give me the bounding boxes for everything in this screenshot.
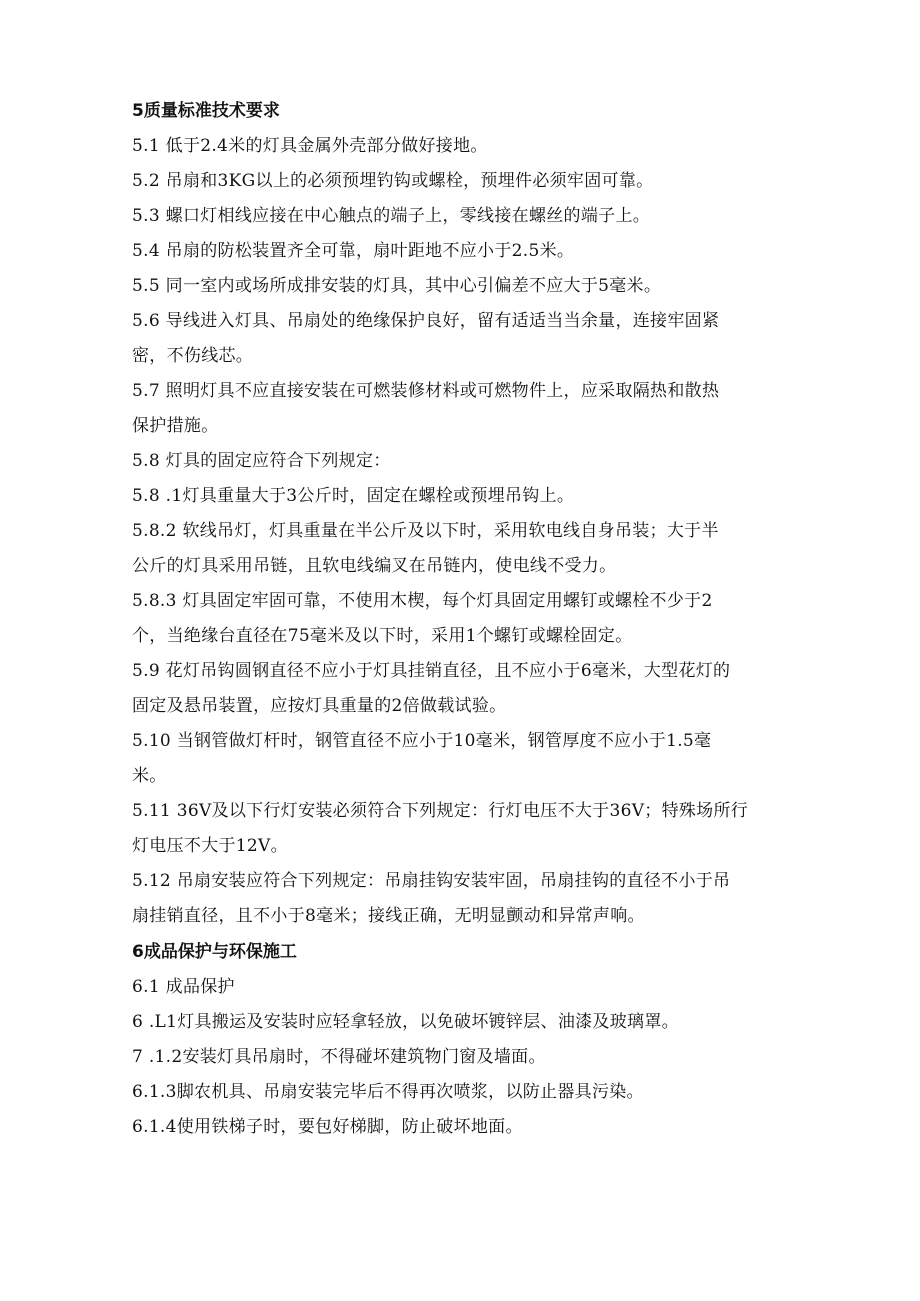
text-line: 公斤的灯具采用吊链，且软电线编叉在吊链内，使电线不受力。 (132, 556, 617, 576)
text-line: 5.8 灯具的固定应符合下列规定： (132, 451, 391, 471)
text-line: 6.1.4使用铁梯子时，要包好梯脚，防止破坏地面。 (132, 1117, 523, 1137)
text-line: 5.8.2 软线吊灯，灯具重量在半公斤及以下时，采用软电线自身吊装；大于半 (132, 521, 719, 541)
text-line: 5.4 吊扇的防松装置齐全可靠，扇叶距地不应小于2.5米。 (132, 241, 575, 261)
text-line: 5.2 吊扇和3KG以上的必须预埋钓钩或螺栓，预埋件必须牢固可靠。 (132, 171, 654, 191)
text-line: 个，当绝缘台直径在75毫米及以下时，采用1个螺钉或螺栓固定。 (132, 626, 633, 646)
section-5-body (132, 129, 792, 934)
section-6-body (132, 970, 792, 1145)
text-line: 米。 (132, 766, 167, 786)
section-6-heading: 6成品保护与环保施工 (132, 942, 297, 962)
text-line: 6.1 成品保护 (132, 977, 235, 997)
text-line: 5.11 36V及以下行灯安装必须符合下列规定：行灯电压不大于36V；特殊场所行 (132, 801, 749, 821)
text-line: 固定及悬吊装置，应按灯具重量的2倍做载试验。 (132, 696, 507, 716)
text-line: 密，不伤线芯。 (132, 346, 254, 366)
text-line: 5.9 花灯吊钩圆钢直径不应小于灯具挂销直径，且不应小于6毫米，大型花灯的 (132, 661, 731, 681)
document-body (132, 93, 792, 1145)
text-line: 5.6 导线进入灯具、吊扇处的绝缘保护良好，留有适适当当余量，连接牢固紧 (132, 311, 720, 331)
text-line: 5.5 同一室内或场所成排安装的灯具，其中心引偏差不应大于5毫米。 (132, 276, 662, 296)
text-line: 6.1.3脚农机具、吊扇安装完毕后不得再次喷浆，以防止器具污染。 (132, 1082, 644, 1102)
text-line: 灯电压不大于12V。 (132, 836, 288, 856)
text-line: 保护措施。 (132, 416, 219, 436)
text-line: 5.10 当钢管做灯杆时，钢管直径不应小于10毫米，钢管厚度不应小于1.5毫 (132, 731, 712, 751)
text-line: 5.7 照明灯具不应直接安装在可燃装修材料或可燃物件上，应采取隔热和散热 (132, 381, 720, 401)
text-line: 扇挂销直径，且不小于8毫米；接线正确，无明显颤动和异常声响。 (132, 906, 645, 926)
text-line: 5.8 .1灯具重量大于3公斤时，固定在螺栓或预埋吊钩上。 (132, 486, 575, 506)
text-line: 6 .L1灯具搬运及安装时应轻拿轻放，以免破坏镀锌层、油漆及玻璃罩。 (132, 1012, 679, 1032)
text-line: 5.3 螺口灯相线应接在中心触点的端子上，零线接在螺丝的端子上。 (132, 206, 651, 226)
text-line: 5.1 低于2.4米的灯具金属外壳部分做好接地。 (132, 136, 488, 156)
section-5-heading: 5质量标准技术要求 (132, 101, 280, 121)
text-line: 5.12 吊扇安装应符合下列规定：吊扇挂钩安装牢固，吊扇挂钩的直径不小于吊 (132, 871, 731, 891)
text-line: 5.8.3 灯具固定牢固可靠，不使用木楔，每个灯具固定用螺钉或螺栓不少于2 (132, 591, 713, 611)
text-line: 7 .1.2安装灯具吊扇时，不得碰坏建筑物门窗及墙面。 (132, 1047, 546, 1067)
